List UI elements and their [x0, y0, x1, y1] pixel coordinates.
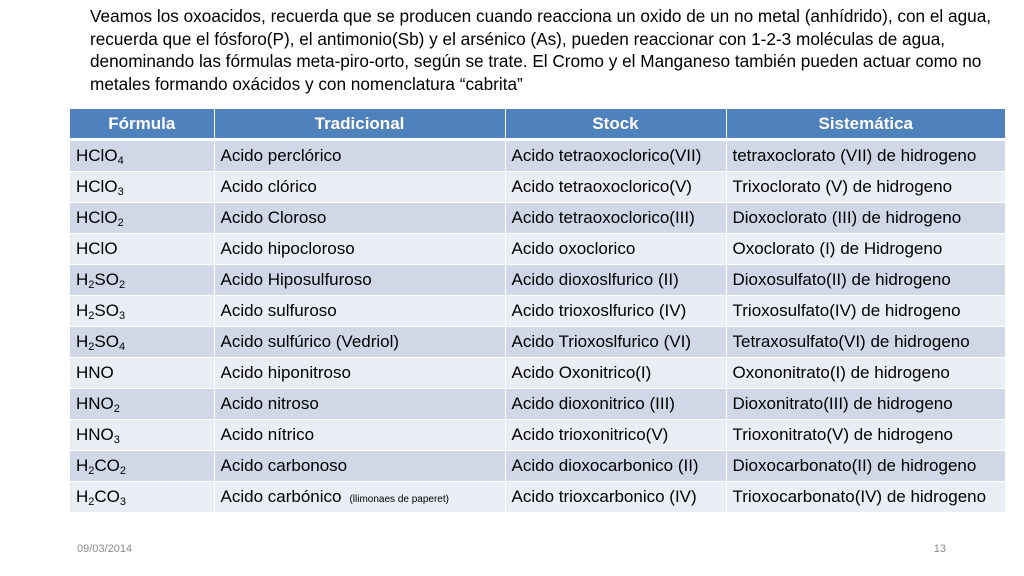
formula-part: HClO	[76, 146, 118, 165]
cell-stock: Acido dioxocarbonico (II)	[505, 451, 726, 482]
formula-subscript: 3	[119, 496, 127, 508]
cell-sistematica: Trioxocarbonato(IV) de hidrogeno	[726, 482, 1005, 513]
cell-stock: Acido tetraoxoclorico(V)	[505, 172, 726, 203]
cell-formula	[70, 140, 214, 172]
table-row	[70, 389, 1005, 420]
table-row	[70, 420, 1005, 451]
formula-subscript: 4	[117, 155, 124, 167]
tradicional-name: Acido hipocloroso	[220, 239, 355, 258]
formula-part: H	[76, 270, 89, 289]
formula-part: HNO	[76, 425, 114, 444]
cell-stock: Acido tetraoxoclorico(III)	[505, 203, 726, 234]
formula-part: HClO	[76, 177, 118, 196]
cell-formula	[70, 358, 214, 389]
table-row	[70, 172, 1005, 203]
formula-part: SO	[94, 332, 119, 351]
tradicional-name: Acido Cloroso	[220, 208, 327, 227]
formula-part: HClO	[76, 239, 118, 258]
formula-subscript: 2	[88, 496, 95, 508]
cell-tradicional	[214, 296, 505, 327]
cell-tradicional	[214, 265, 505, 296]
cell-formula	[70, 265, 214, 296]
cell-tradicional	[214, 327, 505, 358]
formula-part: HClO	[76, 208, 118, 227]
cell-stock: Acido trioxonitrico(V)	[505, 420, 726, 451]
cell-sistematica: tetraxoclorato (VII) de hidrogeno	[726, 140, 1005, 172]
formula-subscript: 2	[117, 217, 124, 229]
cell-tradicional	[214, 451, 505, 482]
cell-sistematica: Dioxonitrato(III) de hidrogeno	[726, 389, 1005, 420]
tradicional-name: Acido nitroso	[220, 394, 319, 413]
cell-tradicional	[214, 172, 505, 203]
cell-formula	[70, 451, 214, 482]
formula-part: CO	[94, 487, 120, 506]
table-row	[70, 140, 1005, 172]
cell-sistematica: Oxoclorato (I) de Hidrogeno	[726, 234, 1005, 265]
cell-tradicional	[214, 234, 505, 265]
formula-part: SO	[94, 270, 119, 289]
footer-date: 09/03/2014	[77, 543, 133, 555]
table-row	[70, 358, 1005, 389]
cell-formula	[70, 327, 214, 358]
cell-tradicional	[214, 140, 505, 172]
cell-tradicional	[214, 420, 505, 451]
tradicional-name: Acido hiponitroso	[220, 363, 351, 382]
tradicional-name: Acido carbónico	[220, 487, 342, 506]
cell-tradicional	[214, 203, 505, 234]
formula-subscript: 2	[88, 279, 95, 291]
cell-tradicional	[214, 482, 505, 513]
formula-subscript: 2	[88, 310, 95, 322]
cell-sistematica: Dioxosulfato(II) de hidrogeno	[726, 265, 1005, 296]
cell-stock: Acido dioxonitrico (III)	[505, 389, 726, 420]
footer-page-number: 13	[933, 543, 946, 555]
formula-part: CO	[94, 456, 120, 475]
cell-formula	[70, 420, 214, 451]
table-header-row	[70, 109, 1005, 140]
table-row	[70, 203, 1005, 234]
formula-part: HNO	[76, 363, 114, 382]
cell-formula	[70, 172, 214, 203]
cell-sistematica: Trioxosulfato(IV) de hidrogeno	[726, 296, 1005, 327]
formula-subscript: 2	[118, 279, 126, 291]
formula-subscript: 2	[88, 341, 95, 353]
cell-formula	[70, 296, 214, 327]
cell-tradicional	[214, 389, 505, 420]
tradicional-name: Acido Hiposulfuroso	[220, 270, 372, 289]
cell-formula	[70, 389, 214, 420]
formula-subscript: 3	[118, 310, 126, 322]
cell-tradicional	[214, 358, 505, 389]
tradicional-name: Acido sulfuroso	[220, 301, 337, 320]
cell-sistematica: Trixoclorato (V) de hidrogeno	[726, 172, 1005, 203]
formula-part: H	[76, 487, 89, 506]
table-body	[70, 140, 1005, 513]
tradicional-name: Acido carbonoso	[220, 456, 348, 475]
formula-subscript: 3	[117, 186, 124, 198]
tradicional-name: Acido sulfúrico (Vedriol)	[220, 332, 400, 351]
cell-formula	[70, 234, 214, 265]
cell-stock: Acido trioxoslfurico (IV)	[505, 296, 726, 327]
formula-part: HNO	[76, 394, 114, 413]
table-row	[70, 482, 1005, 513]
formula-subscript: 3	[113, 434, 120, 446]
cell-formula	[70, 482, 214, 513]
header-formula: Fórmula	[70, 109, 214, 140]
header-stock: Stock	[505, 109, 726, 140]
cell-stock: Acido trioxcarbonico (IV)	[505, 482, 726, 513]
cell-sistematica: Dioxoclorato (III) de hidrogeno	[726, 203, 1005, 234]
table-row	[70, 265, 1005, 296]
formula-part: SO	[94, 301, 119, 320]
cell-stock: Acido Trioxoslfurico (VI)	[505, 327, 726, 358]
formula-part: H	[76, 456, 89, 475]
cell-stock: Acido oxoclorico	[505, 234, 726, 265]
table-row	[70, 296, 1005, 327]
cell-stock: Acido Oxonitrico(I)	[505, 358, 726, 389]
formula-subscript: 2	[88, 465, 95, 477]
table-row	[70, 451, 1005, 482]
table-row	[70, 327, 1005, 358]
formula-subscript: 2	[113, 403, 120, 415]
tradicional-name: Acido perclórico	[220, 146, 342, 165]
formula-subscript: 4	[118, 341, 126, 353]
oxoacids-table	[70, 109, 1005, 512]
header-sistematica: Sistemática	[726, 109, 1005, 140]
cell-stock: Acido tetraoxoclorico(VII)	[505, 140, 726, 172]
tradicional-note: (llimonaes de paperet)	[349, 494, 449, 505]
cell-sistematica: Dioxocarbonato(II) de hidrogeno	[726, 451, 1005, 482]
header-tradicional: Tradicional	[214, 109, 505, 140]
cell-sistematica: Tetraxosulfato(VI) de hidrogeno	[726, 327, 1005, 358]
formula-part: H	[76, 301, 89, 320]
cell-stock: Acido dioxoslfurico (II)	[505, 265, 726, 296]
formula-subscript: 2	[119, 465, 127, 477]
cell-sistematica: Trioxonitrato(V) de hidrogeno	[726, 420, 1005, 451]
cell-sistematica: Oxononitrato(I) de hidrogeno	[726, 358, 1005, 389]
tradicional-name: Acido nítrico	[220, 425, 315, 444]
tradicional-name: Acido clórico	[220, 177, 317, 196]
table-row	[70, 234, 1005, 265]
oxoacids-table-container	[70, 109, 1005, 512]
cell-formula	[70, 203, 214, 234]
intro-paragraph: Veamos los oxoacidos, recuerda que se producen cuando reacciona un oxido de un no metal (anhídrido), con el agua, recuerda que el fósforo(P), el antimonio(Sb) y el arsénico (As), pueden reaccionar con 1-2-3 moléculas de agua, denominando las fórmulas meta-piro-orto, según se trate. El Cromo y el Manganeso también pueden actuar como no metales formando oxácidos y con nomenclatura “cabrita”	[90, 6, 992, 94]
formula-part: H	[76, 332, 89, 351]
